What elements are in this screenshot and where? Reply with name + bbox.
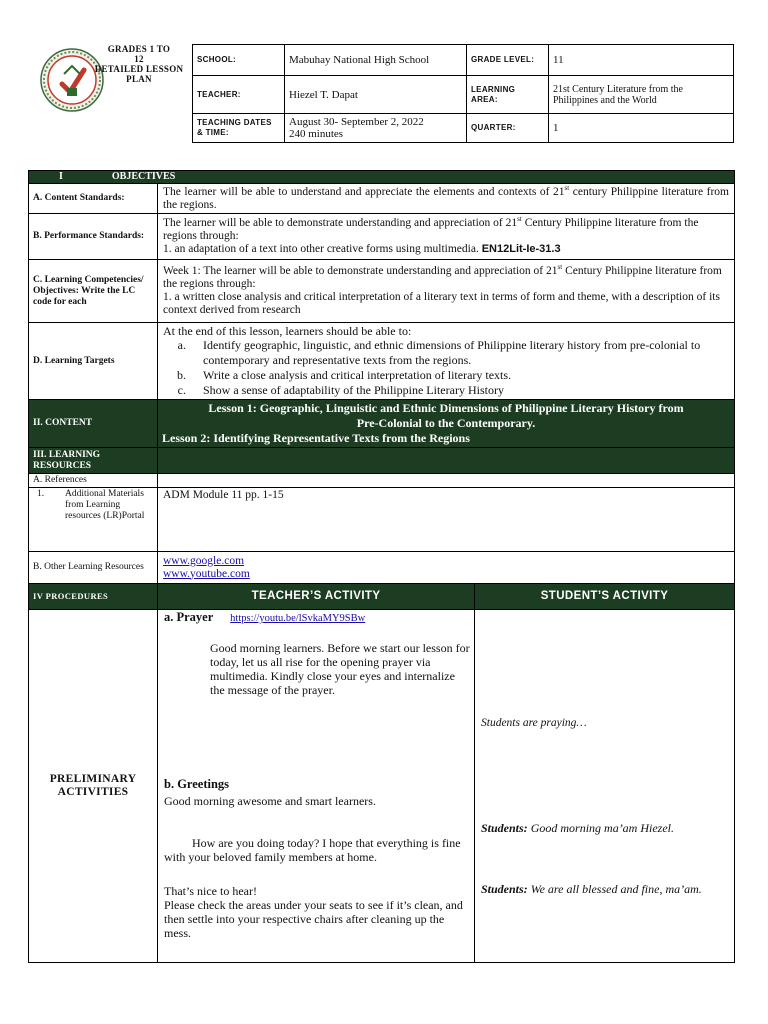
additional-materials-value: ADM Module 11 pp. 1-15 — [158, 488, 735, 552]
teaching-dates-value — [285, 114, 467, 143]
target-item: c. Show a sense of adaptability of the Philippine Literary History — [189, 383, 729, 398]
lesson1-line1: Lesson 1: Geographic, Linguistic and Ethnic Dimensions of Philippine Literary History from — [208, 401, 684, 415]
references-row — [29, 474, 735, 488]
competencies-text — [158, 260, 735, 323]
learning-targets-text — [158, 323, 735, 400]
grade-level-label: GRADE LEVEL: — [467, 45, 549, 76]
other-resources-label: B. Other Learning Resources — [29, 552, 158, 584]
student-activity-heading: STUDENT’S ACTIVITY — [475, 584, 735, 610]
resources-band-empty — [158, 448, 735, 474]
header-row-teacher — [193, 76, 734, 114]
learning-targets-list — [163, 338, 729, 398]
teaching-dates-label: TEACHING DATES & TIME: — [193, 114, 285, 143]
additional-materials-label — [33, 489, 153, 522]
lesson1-line2: Pre-Colonial to the Contemporary. — [356, 416, 536, 430]
quarter-value: 1 — [549, 114, 734, 143]
performance-standards-row — [29, 214, 735, 260]
competencies-label: C. Learning Competencies/ Objectives: Write the LC code for each — [29, 260, 158, 323]
student-reply-2 — [481, 882, 711, 897]
learning-area-value: 21st Century Literature from the Philippines and the World — [549, 76, 734, 114]
additional-number: 1. — [37, 489, 45, 499]
google-link[interactable]: www.google.com — [163, 554, 245, 567]
teacher-label: TEACHER: — [193, 76, 285, 114]
procedures-label: IV PROCEDURES — [29, 584, 158, 610]
objectives-band — [29, 171, 735, 184]
ordinal-sup: st — [517, 215, 522, 224]
content-standards-label: A. Content Standards: — [29, 184, 158, 214]
student-reply-1-text: Good morning ma’am Hiezel. — [527, 821, 675, 835]
objectives-number: I — [59, 171, 63, 182]
procedures-band — [29, 584, 735, 610]
additional-materials-row — [29, 488, 735, 552]
learning-targets-label: D. Learning Targets — [29, 323, 158, 400]
target-item: a. Identify geographic, linguistic, and ethnic dimensions of Philippine literary history from pre-colonial to contemporary and representative texts from the regions. — [189, 338, 729, 368]
student-reply-2-text: We are all blessed and fine, ma’am. — [527, 882, 702, 896]
student-reply-1 — [481, 822, 727, 835]
resources-band — [29, 448, 735, 474]
objectives-title: OBJECTIVES — [111, 171, 176, 182]
performance-standards-b: Century Philippine literature from the regions through: — [163, 217, 699, 242]
performance-item-text: 1. an adaptation of a text into other creative forms using multimedia. — [163, 243, 479, 255]
ordinal-sup: st — [557, 263, 563, 272]
title-line: GRADES 1 TO — [107, 44, 171, 54]
learning-targets-intro: At the end of this lesson, learners should be able to: — [163, 324, 412, 338]
title-line: DETAILED LESSON — [94, 64, 184, 74]
teacher-activity-cell — [158, 610, 475, 963]
header-info-table — [192, 44, 734, 143]
other-resources-row — [29, 552, 735, 584]
objectives-heading — [29, 171, 735, 184]
content-standards-a: The learner will be able to understand and appreciate the elements and contexts of 21 — [163, 185, 565, 198]
teaching-duration: 240 minutes — [289, 128, 344, 140]
student-praying: Students are praying… — [481, 717, 587, 729]
performance-standards-label: B. Performance Standards: — [29, 214, 158, 260]
content-standards-text — [158, 184, 735, 214]
school-value: Mabuhay National High School — [285, 45, 467, 76]
additional-text: Additional Materials from Learning resources (LR)Portal — [65, 489, 145, 521]
additional-materials-cell — [29, 488, 158, 552]
content-band — [29, 400, 735, 448]
other-resources-links — [158, 552, 735, 584]
greetings-line: Good morning awesome and smart learners. — [164, 794, 376, 808]
performance-standards-text — [158, 214, 735, 260]
prayer-heading-line — [164, 611, 365, 625]
competencies-row — [29, 260, 735, 323]
header-row-school — [193, 45, 734, 76]
student-label: Students: — [481, 882, 528, 896]
performance-standards-item — [163, 243, 729, 256]
teacher-value: Hiezel T. Dapat — [285, 76, 467, 114]
competencies-a: Week 1: The learner will be able to demonstrate understanding and appreciation of 21 — [163, 265, 558, 277]
learning-area-label: LEARNING AREA: — [467, 76, 549, 114]
lc-code: EN12Lit-Ie-31.3 — [481, 243, 561, 255]
competencies-b: Century Philippine literature from the regions through: — [163, 265, 722, 290]
preliminary-activities-row — [29, 610, 735, 963]
resources-label: III. LEARNING RESOURCES — [29, 448, 158, 474]
prayer-text: Good morning learners. Before we start our lesson for today, let us all rise for the opening prayer via multimedia. Kindly close your eyes and internalize the message of the prayer. — [210, 641, 470, 697]
competencies-item: 1. a written close analysis and critical interpretation of a literary text in terms of form and theme, with a description of its context derived from research — [163, 291, 720, 316]
content-lessons — [158, 400, 735, 448]
performance-standards-line — [163, 217, 729, 243]
content-label: II. CONTENT — [29, 400, 158, 448]
greetings-heading: b. Greetings — [164, 777, 230, 791]
ordinal-sup: st — [564, 183, 570, 192]
prayer-video-link[interactable]: https://youtu.be/lSvkaMY9SBw — [230, 613, 366, 624]
greetings-nice: That’s nice to hear! — [164, 884, 257, 898]
title-line: PLAN — [126, 74, 152, 84]
content-standards-b: century Philippine literature from the regions. — [163, 185, 730, 211]
header-row-dates — [193, 114, 734, 143]
greetings-check: Please check the areas under your seats to see if it’s clean, and then settle into your respective chairs after cleaning up the mess. — [164, 898, 463, 940]
school-label: SCHOOL: — [193, 45, 285, 76]
references-label: A. References — [29, 474, 158, 488]
document-title — [84, 44, 194, 84]
competencies-line — [163, 265, 729, 291]
preliminary-activities-label: PRELIMINARY ACTIVITIES — [29, 610, 158, 963]
youtube-link[interactable]: www.youtube.com — [163, 567, 250, 580]
student-label: Students: — [481, 821, 528, 835]
target-item: b. Write a close analysis and critical interpretation of literary texts. — [189, 368, 729, 383]
prayer-heading: a. Prayer — [164, 610, 214, 624]
lesson2-title: Lesson 2: Identifying Representative Texts from the Regions — [162, 431, 470, 445]
quarter-label: QUARTER: — [467, 114, 549, 143]
learning-targets-row — [29, 323, 735, 400]
performance-standards-a: The learner will be able to demonstrate understanding and appreciation of 21 — [163, 217, 518, 229]
teacher-activity-heading: TEACHER’S ACTIVITY — [158, 584, 475, 610]
references-empty — [158, 474, 735, 488]
grade-level-value: 11 — [549, 45, 734, 76]
lesson-plan-table — [28, 170, 735, 963]
content-standards-row — [29, 184, 735, 214]
title-line: 12 — [134, 54, 144, 64]
greetings-text: How are you doing today? I hope that everything is fine with your beloved family members at home. — [164, 836, 461, 864]
teaching-dates: August 30- September 2, 2022 — [289, 116, 424, 128]
student-activity-cell — [475, 610, 735, 963]
